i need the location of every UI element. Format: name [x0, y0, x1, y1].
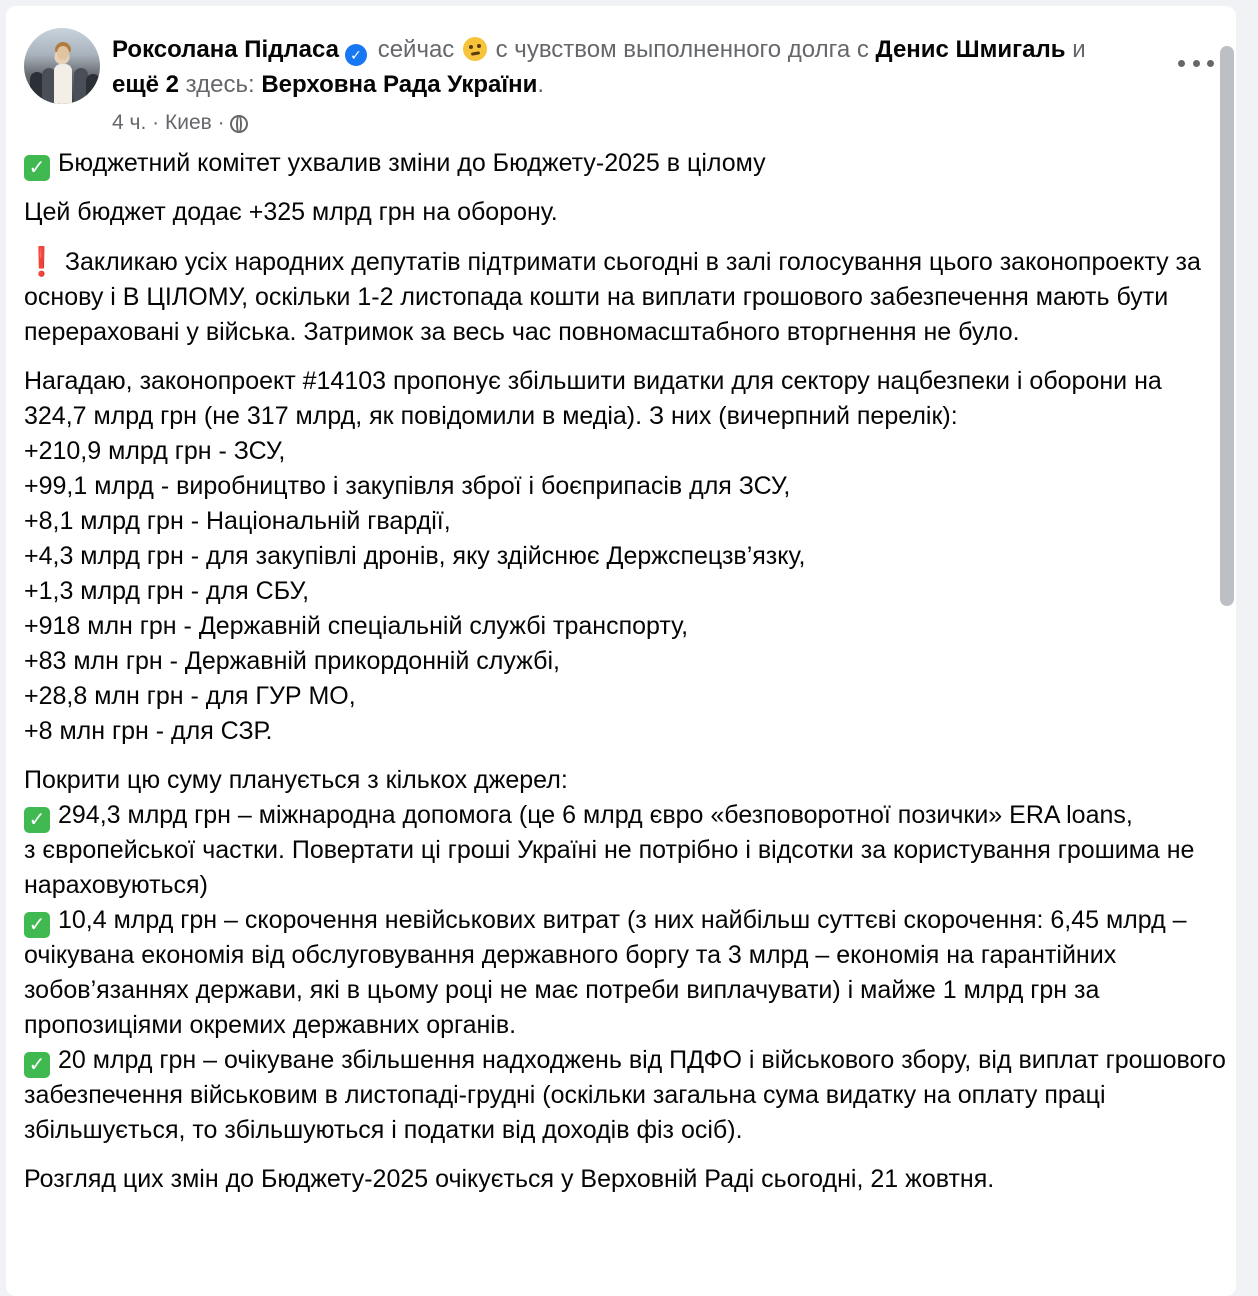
paragraph-4-intro: Нагадаю, законопроект #14103 пропонує збільшити видатки для сектору нацбезпеки і оборони на 324,7 млрд грн (не 317 млрд, як повідомили в медіа). З них (вичерпний перелік):: [24, 367, 1162, 430]
paragraph-1: [24, 146, 1229, 181]
post-city[interactable]: Киев: [164, 111, 212, 134]
paragraph-5-intro: Покрити цю суму планується з кількох джерел:: [24, 766, 568, 794]
source-2-text: 10,4 млрд грн – скорочення невійськових витрат (з них найбільш суттєві скорочення: 6,45 млрд – очікувана економія від обслуговування державного боргу та 3 млрд – економія на гарантійних зобов’язаннях держави, які в цьому році не має потреби виплачувати) і майже 1 млрд грн за пропозиціями окремих державних органів.: [24, 906, 1187, 1039]
source-3: [24, 1043, 1229, 1148]
here-text: здесь:: [185, 71, 255, 98]
source-3-text: 20 млрд грн – очікуване збільшення надходжень від ПДФО і військового збору, від виплат грошового забезпечення військовим в листопаді-грудні (оскільки загальна сума видатку на оплату праці збільшується, то збільшуються і податки від доходів фіз осіб).: [24, 1046, 1226, 1144]
list-item: +918 млн грн - Державній спеціальній службі транспорту,: [24, 612, 689, 640]
paragraph-5: [24, 763, 1229, 1148]
scrollbar[interactable]: [1220, 46, 1234, 606]
verified-badge-icon: ✓: [345, 44, 367, 66]
globe-icon[interactable]: [230, 115, 248, 133]
tagged-person-link[interactable]: Денис Шмигаль: [875, 36, 1066, 63]
smirk-face-icon: [463, 37, 487, 61]
post-header: [24, 28, 1224, 138]
source-1-continued: з європейської частки. Повертати ці гроші Україні не потрібно і відсотки за користування грошима не нараховуються): [24, 836, 1195, 899]
author-avatar[interactable]: [24, 28, 100, 104]
list-item: +8 млн грн - для СЗР.: [24, 717, 273, 745]
post-card: [6, 6, 1236, 1296]
list-item: +1,3 млрд грн - для СБУ,: [24, 577, 310, 605]
source-1: [24, 798, 1229, 833]
title-period: .: [537, 71, 545, 98]
list-item: +8,1 млрд грн - Національній гвардії,: [24, 507, 451, 535]
more-options-icon[interactable]: [1176, 48, 1216, 78]
paragraph-6: Розгляд цих змін до Бюджету-2025 очікується у Верховній Раді сьогодні, 21 жовтня.: [24, 1165, 995, 1193]
author-name[interactable]: Роксолана Підласа: [112, 36, 340, 63]
exclamation-icon: ❗: [24, 246, 59, 277]
post-title: [112, 32, 1112, 102]
list-item: +83 млн грн - Державній прикордонній службі,: [24, 647, 560, 675]
feeling-text: с чувством выполненного долга с: [495, 36, 869, 63]
post-meta: [112, 110, 248, 136]
location-link[interactable]: Верховна Рада України: [261, 71, 538, 98]
paragraph-4: [24, 364, 1229, 749]
checkmark-icon: ✓: [24, 155, 50, 181]
checkmark-icon: ✓: [24, 912, 50, 938]
list-item: +210,9 млрд грн - ЗСУ,: [24, 437, 286, 465]
meta-dot-2: ·: [217, 111, 225, 134]
list-item: +4,3 млрд грн - для закупівлі дронів, яку здійснює Держспецзв’язку,: [24, 542, 806, 570]
post-body: [24, 146, 1229, 1211]
post-timestamp[interactable]: 4 ч.: [112, 111, 147, 134]
source-1-text: 294,3 млрд грн – міжнародна допомога (це 6 млрд євро «безповоротної позички» ERA loans,: [58, 801, 1133, 829]
checkmark-icon: ✓: [24, 1052, 50, 1078]
paragraph-3: [24, 244, 1229, 350]
meta-dot: ·: [152, 111, 160, 134]
list-item: +99,1 млрд - виробництво і закупівля зброї і боєприпасів для ЗСУ,: [24, 472, 791, 500]
others-link[interactable]: ещё 2: [112, 71, 179, 98]
list-item: +28,8 млн грн - для ГУР МО,: [24, 682, 356, 710]
checkmark-icon: ✓: [24, 807, 50, 833]
and-text: и: [1072, 36, 1086, 63]
paragraph-2: Цей бюджет додає +325 млрд грн на оборону.: [24, 198, 558, 226]
source-2: [24, 903, 1229, 1043]
paragraph-1-text: Бюджетний комітет ухвалив зміни до Бюджету-2025 в цілому: [58, 149, 766, 177]
post-time-now: сейчас: [377, 36, 455, 63]
paragraph-3-text: Закликаю усіх народних депутатів підтримати сьогодні в залі голосування цього законопроекту за основу і В ЦІЛОМУ, оскільки 1-2 листопада кошти на виплати грошового забезпечення мають бути перераховані у війська. Затримок за весь час повномасштабного вторгнення не було.: [24, 248, 1201, 346]
